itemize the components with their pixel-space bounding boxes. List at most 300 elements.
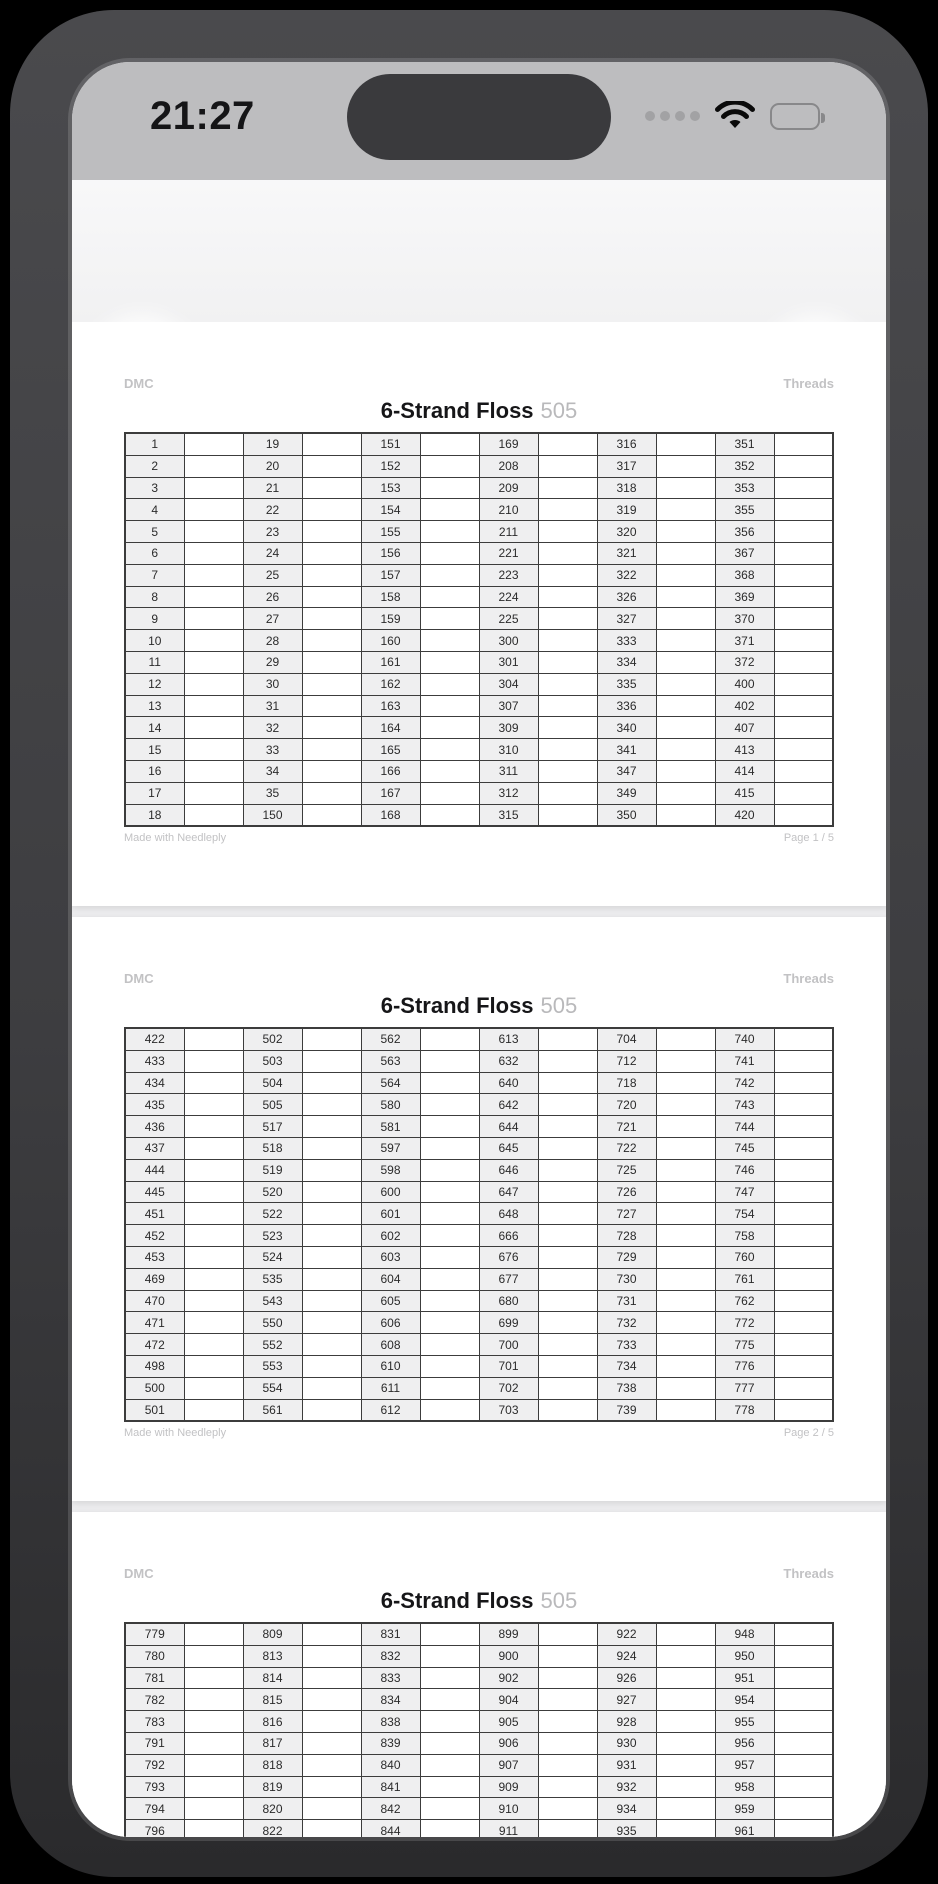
floss-check-cell <box>302 1246 361 1268</box>
floss-number-cell: 151 <box>361 433 420 455</box>
floss-check-cell <box>184 1246 243 1268</box>
floss-check-cell <box>774 499 833 521</box>
floss-check-cell <box>184 1290 243 1312</box>
floss-number-cell: 645 <box>479 1137 538 1159</box>
floss-check-cell <box>420 1290 479 1312</box>
floss-number-cell: 208 <box>479 455 538 477</box>
floss-check-cell <box>538 1711 597 1733</box>
preview-header <box>72 180 886 323</box>
floss-number-cell: 221 <box>479 542 538 564</box>
floss-check-cell <box>538 1798 597 1820</box>
floss-number-cell: 730 <box>597 1268 656 1290</box>
floss-check-cell <box>302 673 361 695</box>
status-bar <box>72 62 886 180</box>
floss-number-cell: 816 <box>243 1711 302 1733</box>
floss-check-cell <box>538 499 597 521</box>
floss-number-cell: 598 <box>361 1159 420 1181</box>
floss-number-cell: 928 <box>597 1711 656 1733</box>
floss-number-cell: 550 <box>243 1312 302 1334</box>
floss-number-cell: 319 <box>597 499 656 521</box>
doc-threads-label: Threads <box>783 376 834 391</box>
floss-number-cell: 33 <box>243 739 302 761</box>
floss-checklist-table <box>124 1622 834 1837</box>
floss-number-cell: 165 <box>361 739 420 761</box>
floss-check-cell <box>774 1137 833 1159</box>
floss-check-cell <box>774 1116 833 1138</box>
floss-check-cell <box>302 455 361 477</box>
doc-title: 6-Strand Floss 505 <box>380 398 578 423</box>
floss-number-cell: 911 <box>479 1820 538 1837</box>
floss-number-cell: 840 <box>361 1754 420 1776</box>
floss-check-cell <box>774 1268 833 1290</box>
floss-check-cell <box>302 477 361 499</box>
floss-check-cell <box>302 1732 361 1754</box>
floss-check-cell <box>774 804 833 826</box>
dynamic-island <box>347 74 611 160</box>
floss-number-cell: 317 <box>597 455 656 477</box>
floss-number-cell: 34 <box>243 760 302 782</box>
floss-check-cell <box>656 521 715 543</box>
floss-number-cell: 632 <box>479 1050 538 1072</box>
floss-check-cell <box>184 1754 243 1776</box>
floss-number-cell: 523 <box>243 1225 302 1247</box>
floss-check-cell <box>656 1246 715 1268</box>
floss-check-cell <box>774 1711 833 1733</box>
floss-check-cell <box>420 477 479 499</box>
floss-number-cell: 762 <box>715 1290 774 1312</box>
floss-check-cell <box>538 1399 597 1421</box>
floss-check-cell <box>420 1355 479 1377</box>
floss-number-cell: 820 <box>243 1798 302 1820</box>
floss-check-cell <box>656 1203 715 1225</box>
floss-table-row <box>125 521 833 543</box>
floss-check-cell <box>420 586 479 608</box>
floss-check-cell <box>184 1623 243 1645</box>
floss-number-cell: 6 <box>125 542 184 564</box>
doc-footer-page-number: Page 1 / 5 <box>783 832 834 844</box>
floss-check-cell <box>420 521 479 543</box>
floss-number-cell: 581 <box>361 1116 420 1138</box>
floss-table-row <box>125 1072 833 1094</box>
floss-number-cell: 24 <box>243 542 302 564</box>
floss-number-cell: 315 <box>479 804 538 826</box>
floss-check-cell <box>656 542 715 564</box>
floss-check-cell <box>538 433 597 455</box>
floss-number-cell: 535 <box>243 1268 302 1290</box>
floss-check-cell <box>302 782 361 804</box>
floss-check-cell <box>420 782 479 804</box>
floss-check-cell <box>538 1820 597 1837</box>
floss-check-cell <box>656 717 715 739</box>
floss-check-cell <box>656 1312 715 1334</box>
floss-number-cell: 27 <box>243 608 302 630</box>
floss-number-cell: 676 <box>479 1246 538 1268</box>
floss-check-cell <box>656 455 715 477</box>
floss-check-cell <box>656 1667 715 1689</box>
floss-check-cell <box>538 564 597 586</box>
floss-number-cell: 452 <box>125 1225 184 1247</box>
floss-number-cell: 666 <box>479 1225 538 1247</box>
floss-check-cell <box>302 630 361 652</box>
floss-number-cell: 433 <box>125 1050 184 1072</box>
floss-number-cell: 561 <box>243 1399 302 1421</box>
floss-check-cell <box>774 717 833 739</box>
floss-check-cell <box>538 1116 597 1138</box>
floss-check-cell <box>656 804 715 826</box>
floss-check-cell <box>656 1290 715 1312</box>
document-preview-scroll[interactable] <box>72 322 886 1837</box>
floss-number-cell: 32 <box>243 717 302 739</box>
floss-check-cell <box>302 1667 361 1689</box>
floss-number-cell: 613 <box>479 1028 538 1050</box>
floss-number-cell: 25 <box>243 564 302 586</box>
floss-number-cell: 701 <box>479 1355 538 1377</box>
floss-check-cell <box>420 1203 479 1225</box>
floss-number-cell: 951 <box>715 1667 774 1689</box>
floss-check-cell <box>538 804 597 826</box>
floss-check-cell <box>420 1689 479 1711</box>
floss-table-row <box>125 760 833 782</box>
floss-number-cell: 731 <box>597 1290 656 1312</box>
floss-number-cell: 734 <box>597 1355 656 1377</box>
floss-number-cell: 520 <box>243 1181 302 1203</box>
floss-table-row <box>125 804 833 826</box>
floss-check-cell <box>184 1028 243 1050</box>
floss-check-cell <box>774 1246 833 1268</box>
floss-number-cell: 159 <box>361 608 420 630</box>
status-time: 21:27 <box>150 94 255 138</box>
floss-check-cell <box>302 1290 361 1312</box>
floss-table-row <box>125 455 833 477</box>
floss-table-row <box>125 1268 833 1290</box>
floss-number-cell: 733 <box>597 1334 656 1356</box>
floss-check-cell <box>420 1268 479 1290</box>
floss-check-cell <box>302 1312 361 1334</box>
floss-check-cell <box>656 1820 715 1837</box>
floss-check-cell <box>656 433 715 455</box>
floss-number-cell: 758 <box>715 1225 774 1247</box>
floss-check-cell <box>656 499 715 521</box>
floss-number-cell: 504 <box>243 1072 302 1094</box>
floss-number-cell: 501 <box>125 1399 184 1421</box>
floss-number-cell: 156 <box>361 542 420 564</box>
floss-number-cell: 782 <box>125 1689 184 1711</box>
floss-check-cell <box>538 586 597 608</box>
floss-table-row <box>125 1116 833 1138</box>
floss-number-cell: 552 <box>243 1334 302 1356</box>
floss-check-cell <box>302 695 361 717</box>
floss-check-cell <box>774 1072 833 1094</box>
floss-check-cell <box>420 717 479 739</box>
floss-number-cell: 367 <box>715 542 774 564</box>
floss-table-row <box>125 1137 833 1159</box>
floss-number-cell: 906 <box>479 1732 538 1754</box>
floss-check-cell <box>774 673 833 695</box>
floss-check-cell <box>774 1399 833 1421</box>
floss-check-cell <box>538 608 597 630</box>
floss-check-cell <box>184 782 243 804</box>
floss-number-cell: 415 <box>715 782 774 804</box>
floss-number-cell: 754 <box>715 1203 774 1225</box>
floss-number-cell: 167 <box>361 782 420 804</box>
floss-check-cell <box>656 1050 715 1072</box>
floss-checklist-table <box>124 432 834 827</box>
floss-number-cell: 26 <box>243 586 302 608</box>
floss-number-cell: 1 <box>125 433 184 455</box>
floss-number-cell: 5 <box>125 521 184 543</box>
floss-check-cell <box>302 1050 361 1072</box>
floss-number-cell: 336 <box>597 695 656 717</box>
floss-check-cell <box>302 1754 361 1776</box>
floss-check-cell <box>538 760 597 782</box>
floss-number-cell: 500 <box>125 1377 184 1399</box>
floss-number-cell: 932 <box>597 1776 656 1798</box>
floss-number-cell: 742 <box>715 1072 774 1094</box>
floss-number-cell: 961 <box>715 1820 774 1837</box>
battery-icon <box>770 103 820 130</box>
floss-check-cell <box>302 1399 361 1421</box>
floss-number-cell: 163 <box>361 695 420 717</box>
floss-check-cell <box>420 1116 479 1138</box>
floss-number-cell: 740 <box>715 1028 774 1050</box>
floss-check-cell <box>302 1377 361 1399</box>
floss-number-cell: 517 <box>243 1116 302 1138</box>
floss-check-cell <box>420 695 479 717</box>
floss-number-cell: 352 <box>715 455 774 477</box>
floss-check-cell <box>538 1028 597 1050</box>
floss-check-cell <box>420 1246 479 1268</box>
floss-number-cell: 732 <box>597 1312 656 1334</box>
floss-check-cell <box>184 1355 243 1377</box>
floss-number-cell: 783 <box>125 1711 184 1733</box>
floss-number-cell: 13 <box>125 695 184 717</box>
floss-check-cell <box>302 1798 361 1820</box>
floss-check-cell <box>302 1689 361 1711</box>
floss-check-cell <box>302 1072 361 1094</box>
floss-check-cell <box>656 1181 715 1203</box>
floss-check-cell <box>656 739 715 761</box>
floss-number-cell: 902 <box>479 1667 538 1689</box>
floss-number-cell: 150 <box>243 804 302 826</box>
floss-check-cell <box>538 695 597 717</box>
floss-check-cell <box>302 1645 361 1667</box>
floss-check-cell <box>538 1667 597 1689</box>
floss-check-cell <box>420 760 479 782</box>
floss-check-cell <box>302 586 361 608</box>
floss-check-cell <box>420 630 479 652</box>
floss-check-cell <box>420 1711 479 1733</box>
floss-check-cell <box>184 1645 243 1667</box>
floss-number-cell: 819 <box>243 1776 302 1798</box>
floss-check-cell <box>774 564 833 586</box>
floss-check-cell <box>420 1820 479 1837</box>
floss-number-cell: 699 <box>479 1312 538 1334</box>
floss-check-cell <box>302 608 361 630</box>
floss-check-cell <box>184 1159 243 1181</box>
floss-number-cell: 602 <box>361 1225 420 1247</box>
floss-number-cell: 400 <box>715 673 774 695</box>
floss-check-cell <box>420 1667 479 1689</box>
pdf-page-1 <box>72 322 886 906</box>
floss-check-cell <box>538 739 597 761</box>
floss-number-cell: 4 <box>125 499 184 521</box>
floss-check-cell <box>656 1225 715 1247</box>
floss-check-cell <box>184 1181 243 1203</box>
floss-number-cell: 775 <box>715 1334 774 1356</box>
floss-check-cell <box>302 1776 361 1798</box>
floss-check-cell <box>656 1623 715 1645</box>
floss-check-cell <box>774 1203 833 1225</box>
floss-number-cell: 640 <box>479 1072 538 1094</box>
floss-number-cell: 519 <box>243 1159 302 1181</box>
floss-check-cell <box>184 1399 243 1421</box>
floss-table-row <box>125 433 833 455</box>
floss-number-cell: 318 <box>597 477 656 499</box>
floss-check-cell <box>420 739 479 761</box>
floss-number-cell: 909 <box>479 1776 538 1798</box>
floss-check-cell <box>538 521 597 543</box>
floss-number-cell: 554 <box>243 1377 302 1399</box>
floss-check-cell <box>302 651 361 673</box>
floss-number-cell: 522 <box>243 1203 302 1225</box>
floss-check-cell <box>774 1355 833 1377</box>
floss-number-cell: 157 <box>361 564 420 586</box>
floss-check-cell <box>420 1137 479 1159</box>
floss-number-cell: 28 <box>243 630 302 652</box>
floss-check-cell <box>420 1754 479 1776</box>
floss-number-cell: 31 <box>243 695 302 717</box>
floss-number-cell: 739 <box>597 1399 656 1421</box>
pdf-page-3 <box>72 1512 886 1837</box>
floss-check-cell <box>420 1399 479 1421</box>
floss-number-cell: 781 <box>125 1667 184 1689</box>
floss-number-cell: 957 <box>715 1754 774 1776</box>
floss-number-cell: 471 <box>125 1312 184 1334</box>
floss-number-cell: 601 <box>361 1203 420 1225</box>
floss-number-cell: 721 <box>597 1116 656 1138</box>
floss-number-cell: 169 <box>479 433 538 455</box>
floss-number-cell: 524 <box>243 1246 302 1268</box>
floss-number-cell: 2 <box>125 455 184 477</box>
floss-check-cell <box>538 1732 597 1754</box>
floss-check-cell <box>184 1711 243 1733</box>
floss-check-cell <box>302 433 361 455</box>
floss-number-cell: 815 <box>243 1689 302 1711</box>
floss-table-row <box>125 651 833 673</box>
floss-number-cell: 796 <box>125 1820 184 1837</box>
floss-table-row <box>125 1246 833 1268</box>
floss-number-cell: 648 <box>479 1203 538 1225</box>
floss-check-cell <box>420 564 479 586</box>
floss-check-cell <box>656 1711 715 1733</box>
floss-check-cell <box>302 521 361 543</box>
floss-number-cell: 223 <box>479 564 538 586</box>
floss-check-cell <box>420 1181 479 1203</box>
floss-check-cell <box>656 586 715 608</box>
floss-number-cell: 746 <box>715 1159 774 1181</box>
floss-number-cell: 745 <box>715 1137 774 1159</box>
floss-number-cell: 772 <box>715 1312 774 1334</box>
floss-number-cell: 152 <box>361 455 420 477</box>
floss-check-cell <box>302 1334 361 1356</box>
floss-check-cell <box>656 608 715 630</box>
doc-title: 6-Strand Floss 505 <box>380 993 578 1018</box>
floss-number-cell: 498 <box>125 1355 184 1377</box>
floss-check-cell <box>302 499 361 521</box>
floss-number-cell: 642 <box>479 1094 538 1116</box>
doc-threads-label: Threads <box>783 1566 834 1581</box>
floss-table-row <box>125 739 833 761</box>
floss-check-cell <box>538 1334 597 1356</box>
floss-check-cell <box>302 1623 361 1645</box>
floss-check-cell <box>538 1094 597 1116</box>
floss-number-cell: 702 <box>479 1377 538 1399</box>
floss-number-cell: 834 <box>361 1689 420 1711</box>
floss-number-cell: 817 <box>243 1732 302 1754</box>
floss-check-cell <box>656 1072 715 1094</box>
floss-table-row <box>125 586 833 608</box>
floss-check-cell <box>184 1334 243 1356</box>
floss-check-cell <box>538 1377 597 1399</box>
floss-number-cell: 564 <box>361 1072 420 1094</box>
floss-check-cell <box>656 1116 715 1138</box>
floss-number-cell: 437 <box>125 1137 184 1159</box>
floss-check-cell <box>420 673 479 695</box>
floss-check-cell <box>302 717 361 739</box>
floss-check-cell <box>184 1137 243 1159</box>
floss-number-cell: 21 <box>243 477 302 499</box>
floss-check-cell <box>538 1181 597 1203</box>
floss-check-cell <box>774 630 833 652</box>
floss-number-cell: 18 <box>125 804 184 826</box>
floss-number-cell: 7 <box>125 564 184 586</box>
floss-check-cell <box>184 542 243 564</box>
floss-check-cell <box>774 1334 833 1356</box>
floss-check-cell <box>420 1312 479 1334</box>
floss-check-cell <box>420 1159 479 1181</box>
floss-check-cell <box>774 433 833 455</box>
floss-check-cell <box>538 1137 597 1159</box>
floss-number-cell: 907 <box>479 1754 538 1776</box>
floss-number-cell: 353 <box>715 477 774 499</box>
floss-check-cell <box>420 499 479 521</box>
floss-number-cell: 727 <box>597 1203 656 1225</box>
floss-check-cell <box>302 564 361 586</box>
floss-check-cell <box>184 1268 243 1290</box>
floss-check-cell <box>774 651 833 673</box>
floss-number-cell: 22 <box>243 499 302 521</box>
floss-number-cell: 603 <box>361 1246 420 1268</box>
floss-number-cell: 422 <box>125 1028 184 1050</box>
floss-check-cell <box>656 1645 715 1667</box>
floss-number-cell: 8 <box>125 586 184 608</box>
floss-number-cell: 780 <box>125 1645 184 1667</box>
floss-check-cell <box>538 1072 597 1094</box>
floss-check-cell <box>774 542 833 564</box>
floss-number-cell: 12 <box>125 673 184 695</box>
floss-check-cell <box>774 1820 833 1837</box>
floss-check-cell <box>302 1355 361 1377</box>
floss-number-cell: 738 <box>597 1377 656 1399</box>
floss-number-cell: 814 <box>243 1667 302 1689</box>
floss-number-cell: 435 <box>125 1094 184 1116</box>
floss-check-cell <box>184 760 243 782</box>
floss-number-cell: 335 <box>597 673 656 695</box>
floss-check-cell <box>774 739 833 761</box>
floss-check-cell <box>184 608 243 630</box>
floss-check-cell <box>184 1798 243 1820</box>
floss-check-cell <box>420 455 479 477</box>
